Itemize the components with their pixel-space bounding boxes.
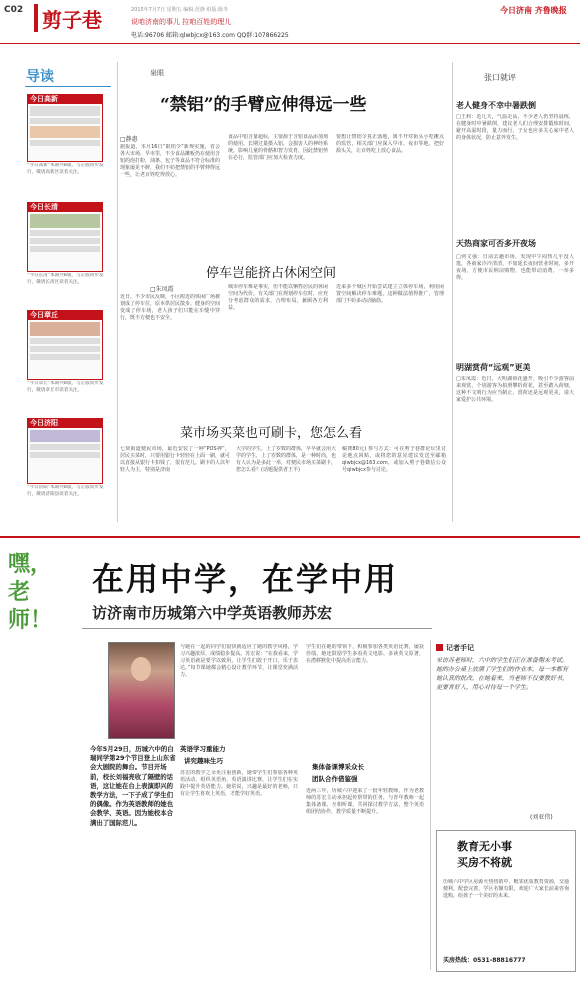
- thumb-title: 今日高新: [28, 95, 102, 104]
- masthead-rule: [0, 43, 580, 44]
- opinion-title: 老人健身不幸中暑跌倒: [456, 101, 536, 110]
- date-line: 2015年7月7日 星期五 编辑:范静 组版:陈冬: [131, 7, 229, 13]
- feature-lead: 今年5月29日，历城六中的白瑞同学第29个节目登上山东省会大剧院的舞台。节目开场前，校长刘福亮收了隔壁的话语，这让她在台上表演即兴的教学方法，一下子成了学生们的偶像。作为英语教师的她也会教学、英语。因为她校本合满出了国际范儿。: [90, 745, 176, 827]
- thumb-title: 今日章丘: [28, 311, 102, 320]
- sidebar-caption: “今日长清”本期共8版，与正版同步发行，敬请长清区读者关注。: [27, 273, 104, 285]
- sidebar-caption: “今日济阳”本期共8版，与正版同步发行，敬请济阳县读者关注。: [27, 485, 104, 497]
- feature-section: [0, 540, 580, 981]
- page-number: C02: [4, 5, 24, 15]
- right-column: [456, 62, 576, 532]
- article-body: 城市停车难是事实，但不能以牺牲居民的休闲空间为代价。有关部门在规划停车位时，应充分考虑群众的需求，合理布局，兼顾各方利益。: [228, 284, 328, 311]
- article-body: 食品中铝含量超标，主要源于含铝食品添加剂的使用。长期过量摄入铝，会损害人的神经系统，影响儿童的骨骼和智力发育，因此禁铝势在必行，监管部门应加大检查力度。: [228, 134, 328, 161]
- subheading: 讲究趣味生巧: [184, 757, 223, 765]
- article-body: 七贤街道便民市场，最近安装了一种“POS神”，居民买菜时，只要用银行卡轻轻在上面一刷，就可以直接从银行卡扣钱了，很有范儿。刷卡的人以年轻人为主，特别是济南: [120, 446, 230, 473]
- feature-body: 苏宏的教学之余更注重创新，她带学生们参加各种英语活动，组织英语角、英语演讲比赛，让学生们在实践中提升英语能力。她常说，兴趣是最好的老师，只有让学生喜欢上英语，才能学好英语。: [180, 770, 298, 797]
- ad-body: 历城六中学区房源火热热销中，毗邻优质教育资源，交通便利，配套完善，学区名额有限，欢迎广大家长前来咨询选购，给孩子一个美好的未来。: [443, 879, 569, 899]
- column-logo-block: [34, 4, 38, 32]
- opinion-body: □朱凤霞：近日，大明湖荷花盛开，吸引不少游客前来观赏，个别游客为拍照攀折荷花，甚至踏入荷塘，这种不文明行为应当制止，赏荷还是远观更美，请大家爱护公共环境。: [456, 376, 574, 403]
- sidebar: [25, 62, 113, 522]
- thumbnail-zhangqiu[interactable]: [27, 310, 103, 380]
- thumb-title: 今日济阳: [28, 419, 102, 428]
- sidebar-title: 导读: [26, 69, 54, 85]
- note-author: (刘亚伟): [530, 814, 553, 821]
- thumb-title: 今日长清: [28, 203, 102, 212]
- section-tag-quanyan: 泉眼: [150, 69, 164, 77]
- brand-logo: 今日济南 齐鲁晚报: [500, 6, 567, 15]
- opinion-title: 天热商家可否多开夜场: [456, 239, 536, 248]
- byline: □朱凤霞: [150, 286, 174, 293]
- sidebar-caption: “今日高新”本期共8版，与正版同步发行，敬请高新区读者关注。: [27, 163, 104, 175]
- ad-phone: 买房热线：0531-88816777: [443, 957, 526, 964]
- headline-caishichang: 菜市场买菜也可刷卡，您怎么看: [180, 426, 363, 441]
- masthead: [0, 0, 580, 44]
- column-name: 剪子巷: [42, 8, 102, 32]
- byline: □静惠: [120, 136, 138, 143]
- feature-column-divider: [430, 640, 431, 970]
- opinion-body: □王莉：近几天，气温走高，不少老人仍坚持晨练，在健身时中暑跌倒，建议老人们合理安排锻炼时间，避开高温时段，量力而行，子女也应多关心家中老人的身体状况，防止意外发生。: [456, 114, 574, 141]
- feature-body: 学生们在她的带领下，积极参加各类英语比赛，屡获佳绩。她还鼓励学生多看英文电影、多读英文原著，在潜移默化中提高语言能力。: [306, 644, 424, 664]
- teacher-photo: [108, 642, 175, 739]
- headline-tingche: 停车岂能挤占休闲空间: [206, 266, 337, 281]
- thumbnail-changqing[interactable]: [27, 202, 103, 272]
- article-body: 近日，不少市民反映，小区附近的休闲广场被划成了停车位，原本供居民散步、健身的空间变成了停车场，老人孩子们只能在车缝中穿行，既不方便也不安全。: [120, 294, 220, 321]
- slogan: 说咱济南的事儿 拉咱百姓的理儿: [131, 18, 232, 26]
- feature-rule: [82, 628, 432, 629]
- article-body: 大学的学生，上了岁数的群体，早早就会用大学的学生，上了岁数的群体，是一种时尚，也有人认为是多此一举，对便民市场买菜刷卡，您怎么看？(话题提供者王平): [236, 446, 336, 473]
- ad-title: 教育无小事 买房不将就: [457, 840, 512, 869]
- headline-jinlv: “禁铝”的手臂应伸得远一些: [160, 95, 367, 115]
- subheading: 英语学习重能力: [180, 745, 226, 753]
- sidebar-title-underline: [25, 86, 111, 87]
- thumbnail-jiyang[interactable]: [27, 418, 103, 484]
- sidebar-divider: [117, 62, 118, 522]
- feature-side-title: 嘿，老师！: [8, 551, 53, 633]
- contact-line: 电话:96706 邮箱:qlwbjcx@163.com QQ群:107866225: [131, 32, 289, 39]
- section-separator: [0, 536, 580, 538]
- right-column-divider: [452, 62, 453, 522]
- feature-subheadline: 访济南市历城第六中学英语教师苏宏: [92, 604, 333, 622]
- note-title: 记者手记: [446, 644, 474, 652]
- feature-headline: 在用中学，在学中用: [92, 560, 399, 598]
- photo-head: [131, 657, 151, 681]
- opinion-body: □何文强：日前去趟市场，发现中午闷热几乎没人逛，各商家冷冷清清，不如延长夜间营业时间，多开夜场，方便市民纳凉购物，也能带动消费，一举多得。: [456, 254, 574, 281]
- article-body: 近来多个城区开始尝试建立立体停车场，利用闲置空间解决停车难题，这种做法值得推广，管理部门不妨多动动脑筋。: [336, 284, 444, 304]
- feature-body: 与她在一起的同学们很快就适应了她的教学风格，学习兴趣浓厚，成绩稳步提高。苏宏说：“在我看来，学习英语就是要学以致用，让学生们敢于开口，乐于表达。”每节课她都会精心设计教学环节，让课堂充满活力。: [180, 644, 298, 678]
- article-body: 稿费80元) 参与方式：可在剪子巷群论坛里讨论地点回贴，或将您的意见建议发送至邮箱qlwbjcx@163.com，或加入剪子巷微信公众号qlwbjcx参与讨论。: [342, 446, 446, 473]
- subheading: 集体备课博采众长: [312, 763, 364, 771]
- real-estate-ad: [436, 830, 576, 972]
- sidebar-caption: “今日章丘”本期共8版，与正版同步发行，敬请章丘市读者关注。: [27, 381, 104, 393]
- opinion-title: 明湖赏荷“远观”更美: [456, 363, 531, 372]
- center-column: [120, 62, 450, 532]
- note-icon: [436, 644, 443, 651]
- section-tag-zhangkou: 张口就评: [484, 73, 516, 82]
- thumbnail-gaoxin[interactable]: [27, 94, 103, 162]
- feature-body: 近两三年，历城六中迎来了一批年轻教师，作为老教师的苏宏主动承担起传帮带的任务，与青年教师一起集体备课、互相听课，共同探讨教学方法，整个英语组团结协作，教学质量不断提升。: [306, 788, 424, 815]
- article-body: 据报道，本月16日“限铝令”新规实施，省会各大市场、早市里，不少食品摊贩仍在使用含铝的泡打粉，油条、包子等食品不符合标准的现象屡见不鲜，我们不妨把禁铝的手臂伸得远一些，让老百姓吃得放心。: [120, 144, 220, 178]
- note-body: 采访苏老师时，六中的学生们正在准备期末考试。她的办公桌上放满了学生们的作业本，每一本都有她认真的批改。在她看来，当老师不仅要教好书，更要育好人，用心对待每一个学生。: [436, 657, 569, 691]
- subheading: 团队合作借鉴强: [312, 775, 358, 783]
- article-body: 要想让禁铝令真正落地，离不开对街头小吃摊点的监管，相关部门应深入早市、夜市等地，把好源头关，让百姓吃上放心食品。: [336, 134, 444, 154]
